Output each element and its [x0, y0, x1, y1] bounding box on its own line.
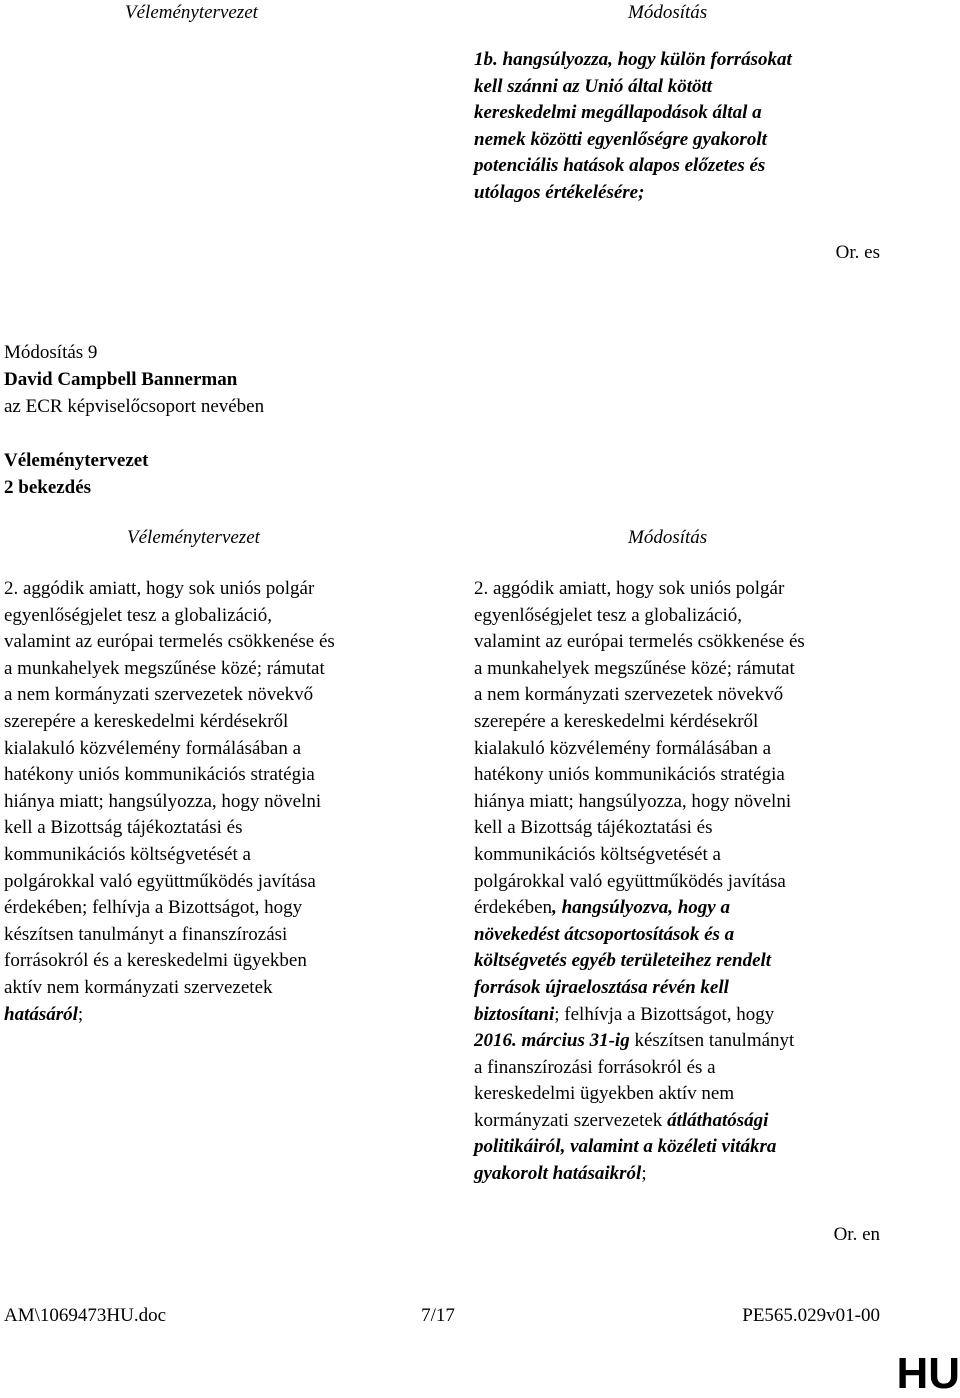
inserted-text: átláthatósági — [667, 1109, 769, 1131]
text-line: kialakuló közvélemény formálásában a — [474, 737, 772, 759]
text-fragment: ; felhívja a Bizottságot, hogy — [554, 1003, 775, 1025]
text-line: kommunikációs költségvetését a — [4, 843, 251, 865]
footer-document-id: AM\1069473HU.doc — [4, 1305, 167, 1326]
footer-pe-number: PE565.029v01-00 — [742, 1305, 880, 1326]
text-line: kereskedelmi ügyekben aktív nem — [474, 1083, 735, 1105]
inserted-text-line: politikáiról, valamint a közéleti vitákra — [474, 1136, 777, 1158]
text-line — [474, 1161, 884, 1188]
text-fragment: ; — [77, 1003, 84, 1025]
amendment-title: Módosítás 9 — [4, 342, 98, 363]
text-fragment: készítsen tanulmányt — [629, 1030, 795, 1052]
text-line: aktív nem kormányzati szervezetek — [4, 976, 273, 998]
text-line: a finanszírozási forrásokról és a — [474, 1056, 716, 1078]
original-language-en: Or. en — [833, 1224, 880, 1245]
text-line: nemek közötti egyenlőségre gyakorolt — [474, 128, 767, 150]
text-line: 1b. hangsúlyozza, hogy külön forrásokat — [474, 49, 792, 70]
amendment-text — [474, 576, 884, 1188]
header-right-column-label: Módosítás — [628, 2, 708, 23]
text-line — [474, 1002, 884, 1029]
text-line: szerepére a kereskedelmi kérdésekről — [474, 710, 759, 732]
text-line: kialakuló közvélemény formálásában a — [4, 737, 302, 759]
column-header-draft: Véleménytervezet — [127, 527, 260, 548]
text-fragment: kormányzati szervezetek — [474, 1109, 668, 1131]
inserted-text-line: növekedést átcsoportosítások és a — [474, 923, 735, 945]
inserted-text: , hangsúlyozva, hogy a — [552, 897, 730, 919]
text-line — [474, 1028, 884, 1055]
text-line: potenciális hatások alapos előzetes és — [474, 155, 766, 177]
text-line: 2. aggódik amiatt, hogy sok uniós polgár — [474, 578, 785, 599]
text-line: valamint az európai termelés csökkenése és — [4, 631, 335, 653]
text-line: készítsen tanulmányt a finanszírozási — [4, 923, 288, 945]
text-line — [474, 895, 884, 922]
text-line: hiánya miatt; hangsúlyozza, hogy növelni — [474, 790, 792, 812]
inserted-text: gyakorolt hatásaikról — [474, 1163, 642, 1185]
text-line: 2. aggódik amiatt, hogy sok uniós polgár — [4, 578, 315, 599]
political-group: az ECR képviselőcsoport nevében — [4, 396, 265, 417]
text-fragment: érdekében — [474, 897, 553, 919]
text-line: kereskedelmi megállapodások által a — [474, 102, 762, 124]
text-line: kommunikációs költségvetését a — [474, 843, 721, 865]
footer-page-number: 7/17 — [421, 1305, 455, 1326]
inserted-text-line: források újraelosztása révén kell — [474, 976, 729, 998]
text-line: forrásokról és a kereskedelmi ügyekben — [4, 950, 307, 972]
amendment-author: David Campbell Bannerman — [4, 369, 238, 390]
text-line: hatékony uniós kommunikációs stratégia — [474, 764, 785, 786]
text-line: kell a Bizottság tájékoztatási és — [4, 817, 243, 839]
text-line: érdekében; felhívja a Bizottságot, hogy — [4, 897, 303, 919]
text-line: egyenlőségjelet tesz a globalizáció, — [4, 604, 272, 626]
draft-opinion-text — [4, 576, 414, 1028]
text-line: polgárokkal való együttműködés javítása — [474, 870, 786, 892]
header-left-column-label: Véleménytervezet — [125, 2, 258, 23]
text-line: szerepére a kereskedelmi kérdésekről — [4, 710, 289, 732]
inserted-text: 2016. március 31-ig — [474, 1030, 630, 1052]
text-line: kell a Bizottság tájékoztatási és — [474, 817, 713, 839]
text-line: a nem kormányzati szervezetek növekvő — [474, 684, 784, 706]
text-line: utólagos értékelésére; — [474, 181, 645, 203]
text-line: hatékony uniós kommunikációs stratégia — [4, 764, 315, 786]
text-line: egyenlőségjelet tesz a globalizáció, — [474, 604, 742, 626]
original-language-es: Or. es — [835, 242, 880, 263]
inserted-text-line: költségvetés egyéb területeihez rendelt — [474, 950, 772, 972]
text-line: a munkahelyek megszűnése közé; rámutat — [474, 657, 795, 679]
text-line: a nem kormányzati szervezetek növekvő — [4, 684, 314, 706]
language-badge: HU — [896, 1349, 960, 1398]
text-line: a munkahelyek megszűnése közé; rámutat — [4, 657, 325, 679]
paragraph-reference: 2 bekezdés — [4, 477, 92, 498]
column-header-amendment: Módosítás — [628, 527, 708, 548]
text-line: kell szánni az Unió által kötött — [474, 75, 713, 97]
text-line: polgárokkal való együttműködés javítása — [4, 870, 316, 892]
inserted-text: biztosítani — [474, 1003, 555, 1025]
text-fragment: ; — [641, 1163, 647, 1185]
text-line — [4, 1002, 414, 1029]
document-reference: Véleménytervezet — [4, 450, 149, 471]
top-amendment-text — [474, 47, 894, 207]
text-line — [474, 1108, 884, 1135]
text-line: valamint az európai termelés csökkenése és — [474, 631, 805, 653]
deleted-text: hatásáról — [4, 1003, 78, 1025]
text-line: hiánya miatt; hangsúlyozza, hogy növelni — [4, 790, 322, 812]
